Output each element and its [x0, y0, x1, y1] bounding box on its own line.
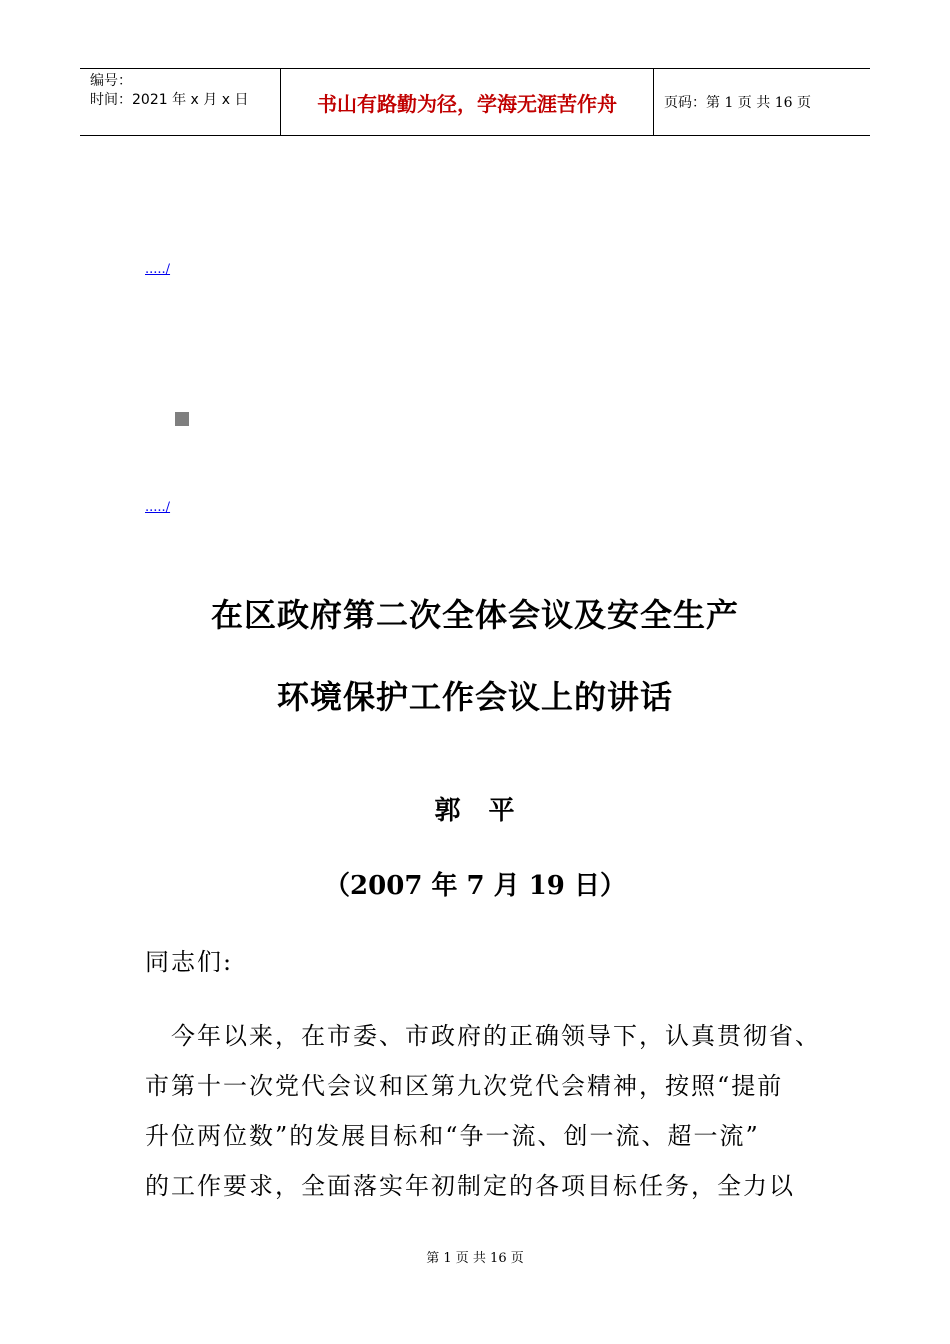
- link-bottom[interactable]: ...../: [145, 500, 171, 515]
- title-line-1: 在区政府第二次全体会议及安全生产: [210, 596, 739, 634]
- salutation: 同志们:: [145, 948, 234, 976]
- speech-date: （2007 年 7 月 19 日）: [324, 871, 626, 901]
- author-name: 郭 平: [434, 796, 516, 826]
- time-label: 时间：2021 年 x 月 x 日: [90, 92, 249, 108]
- number-label: 编号：: [90, 73, 132, 89]
- paragraph-line: 升位两位数”的发展目标和“争一流、创一流、超一流”: [145, 1122, 760, 1150]
- document-header: [80, 68, 870, 136]
- header-page-cell: [654, 69, 870, 135]
- paragraph-line: 的工作要求，全面落实年初制定的各项目标任务，全力以: [145, 1172, 795, 1200]
- placeholder-image-icon: [175, 412, 189, 426]
- paragraph-line: 市第十一次党代会议和区第九次党代会精神，按照“提前: [145, 1072, 784, 1100]
- paragraph-line: 今年以来，在市委、市政府的正确领导下，认真贯彻省、: [145, 1022, 821, 1050]
- title-line-2: 环境保护工作会议上的讲话: [276, 678, 673, 716]
- motto-text: 书山有路勤为径，学海无涯苦作舟: [317, 91, 617, 116]
- link-top[interactable]: ...../: [145, 262, 171, 277]
- page-footer: 第 1 页 共 16 页: [426, 1251, 524, 1266]
- header-meta-cell: [80, 69, 281, 135]
- header-motto-cell: [281, 69, 654, 135]
- page-info: 页码：第 1 页 共 16 页: [664, 95, 811, 111]
